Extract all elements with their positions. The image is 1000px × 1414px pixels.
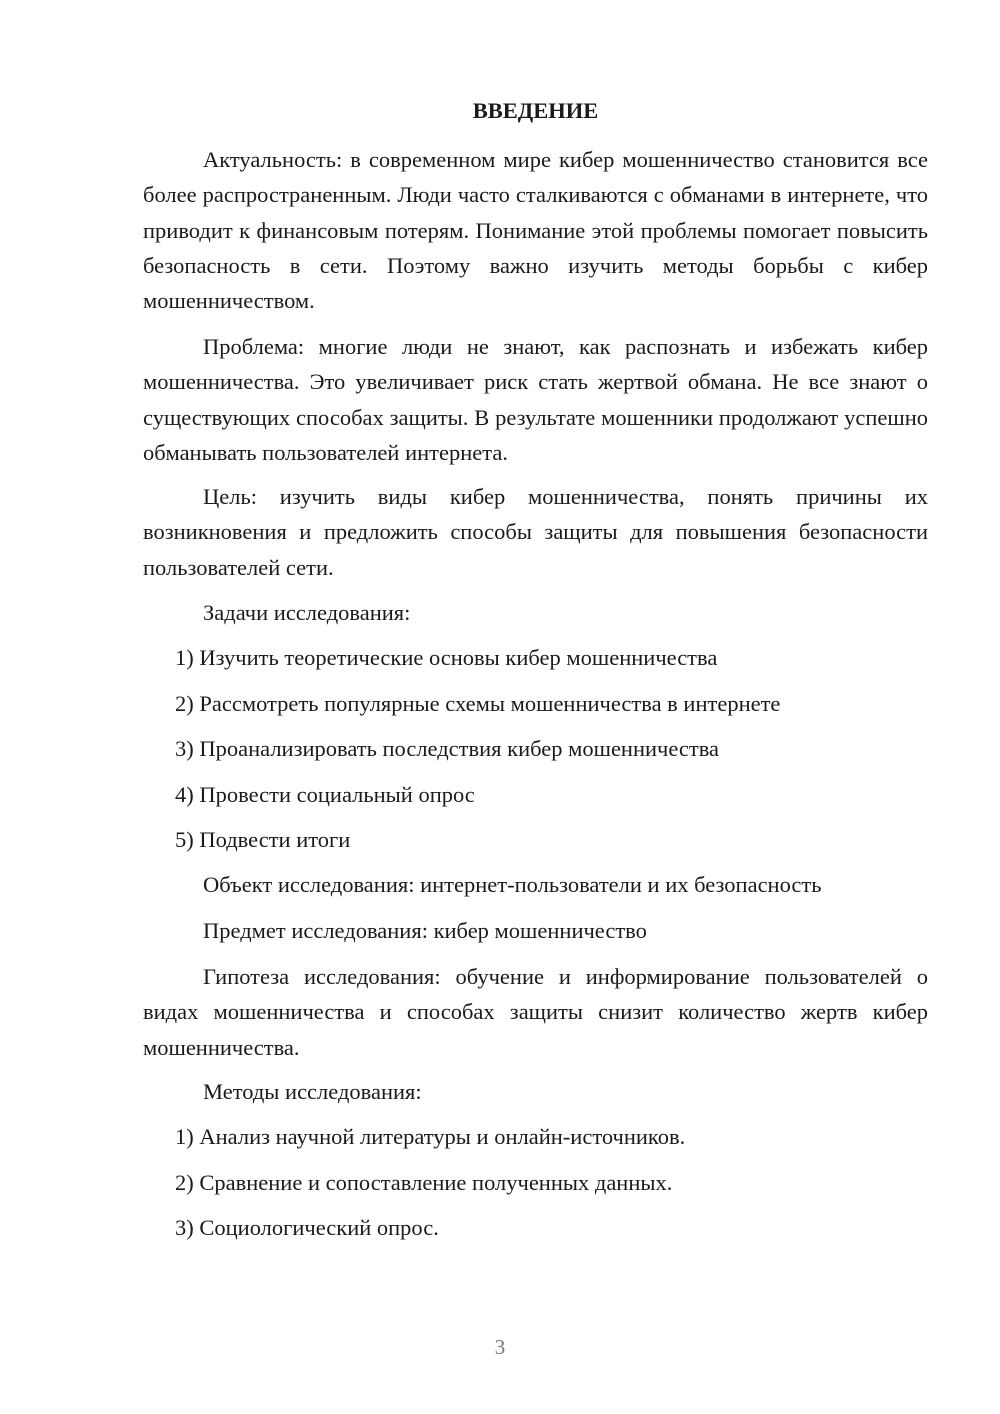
problem-paragraph: Проблема: многие люди не знают, как распознать и избежать кибер мошенничества. Это увеличивает риск стать жертвой обмана. Не все знают о существующих способах защиты. В результате мошенники продолжают успешно обманывать пользователей интернета. <box>143 334 928 465</box>
research-subject: Предмет исследования: кибер мошенничество <box>203 918 647 943</box>
methods-heading: Методы исследования: <box>203 1079 422 1104</box>
goal-paragraph: Цель: изучить виды кибер мошенничества, понять причины их возникновения и предложить способы защиты для повышения безопасности пользователей сети. <box>143 484 928 580</box>
task-item: 3) Проанализировать последствия кибер мошенничества <box>175 736 720 761</box>
task-item: 4) Провести социальный опрос <box>175 782 475 807</box>
relevance-paragraph: Актуальность: в современном мире кибер мошенничество становится все более распространенным. Люди часто сталкиваются с обманами в интернете, что приводит к финансовым потерям. Понимание этой проблемы помогает повысить безопасность в сети. Поэтому важно изучить методы борьбы с кибер мошенничеством. <box>143 147 928 314</box>
research-object: Объект исследования: интернет-пользователи и их безопасность <box>203 872 822 897</box>
task-item: 1) Изучить теоретические основы кибер мошенничества <box>175 645 718 670</box>
task-item: 5) Подвести итоги <box>175 827 351 852</box>
hypothesis-paragraph: Гипотеза исследования: обучение и информирование пользователей о видах мошенничества и способах защиты снизит количество жертв кибер мошенничества. <box>143 964 928 1060</box>
method-item: 3) Социологический опрос. <box>175 1215 439 1240</box>
task-item: 2) Рассмотреть популярные схемы мошенничества в интернете <box>175 691 781 716</box>
page-number: 3 <box>494 1335 506 1359</box>
tasks-heading: Задачи исследования: <box>203 600 411 625</box>
method-item: 2) Сравнение и сопоставление полученных данных. <box>175 1170 673 1195</box>
page-title: ВВЕДЕНИЕ <box>472 98 599 123</box>
method-item: 1) Анализ научной литературы и онлайн-источников. <box>175 1124 686 1149</box>
